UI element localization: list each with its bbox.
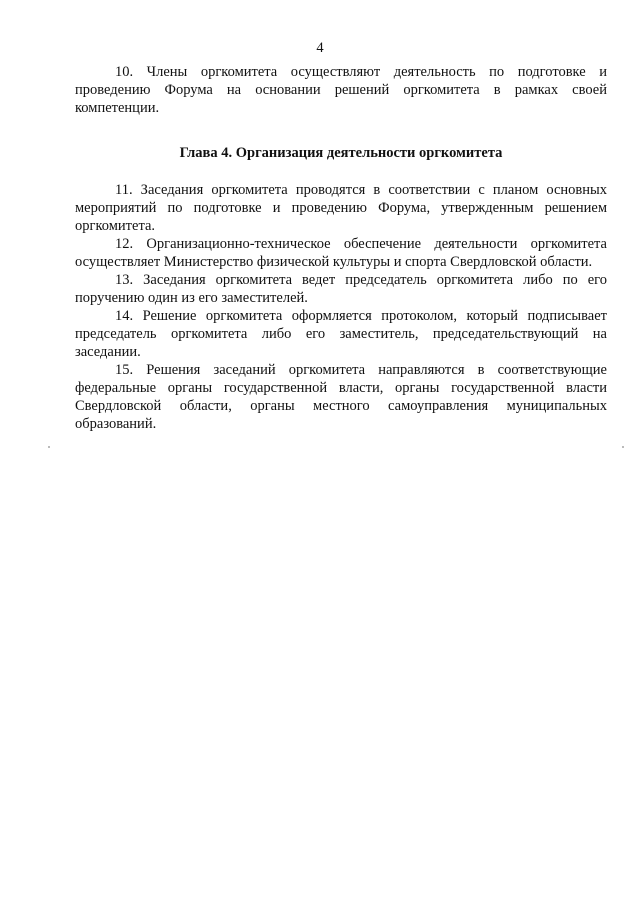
paragraph-12: 12. Организационно-техническое обеспечение деятельности оргкомитета осуществляет Министерство физической культуры и спорта Свердловской области.	[75, 236, 607, 270]
chapter-heading: Глава 4. Организация деятельности оргкомитета	[179, 145, 503, 161]
right-edge-mark	[622, 446, 624, 448]
paragraph-11: 11. Заседания оргкомитета проводятся в соответствии с планом основных мероприятий по подготовке и проведению Форума, утвержденным решением оргкомитета.	[75, 182, 607, 234]
page-number: 4	[316, 40, 324, 56]
paragraph-10: 10. Члены оргкомитета осуществляют деятельность по подготовке и проведению Форума на основании решений оргкомитета в рамках своей компетенции.	[75, 64, 607, 116]
document-body	[75, 63, 607, 433]
paragraph-14: 14. Решение оргкомитета оформляется протоколом, который подписывает председатель оргкомитета либо его заместитель, председательствующий на заседании.	[75, 308, 607, 360]
paragraph-13: 13. Заседания оргкомитета ведет председатель оргкомитета либо по его поручению один из его заместителей.	[75, 272, 607, 306]
paragraph-15: 15. Решения заседаний оргкомитета направляются в соответствующие федеральные органы государственной власти, органы государственной власти Свердловской области, органы местного самоуправления муниципальных образований.	[75, 362, 607, 432]
left-edge-mark	[48, 446, 50, 448]
